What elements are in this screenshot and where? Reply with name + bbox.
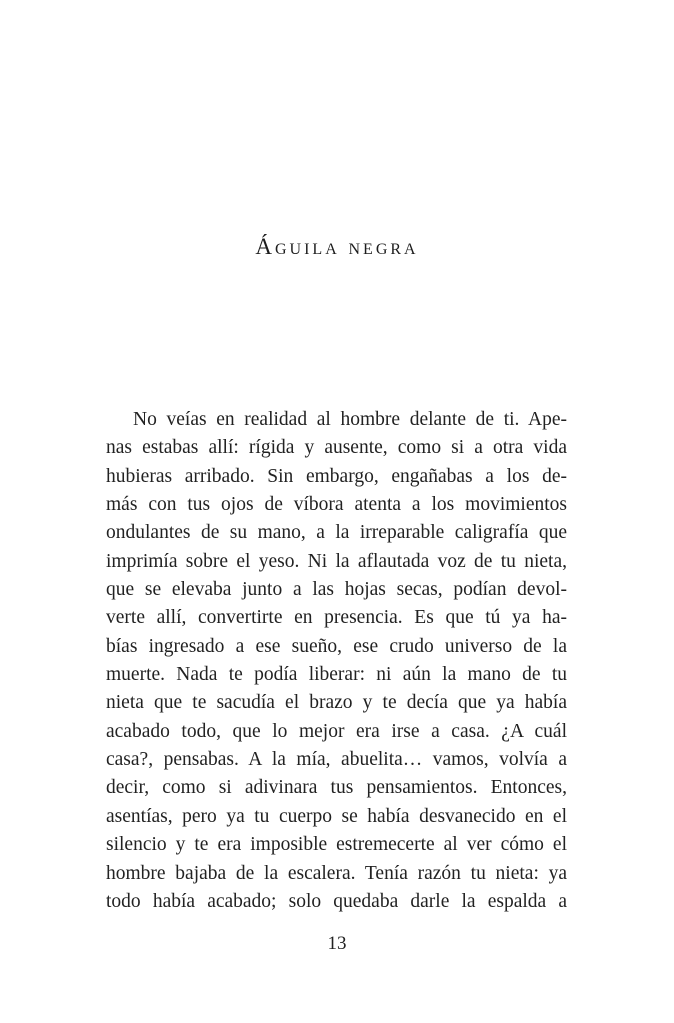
- text-line: silencio y te era imposible estremecerte al ver cómo el: [106, 834, 567, 856]
- text-line: ondulantes de su mano, a la irreparable caligrafía que: [106, 522, 567, 544]
- text-line: todo había acabado; solo quedaba darle la espalda a: [106, 890, 567, 912]
- text-line: que se elevaba junto a las hojas secas, podían devol-: [106, 579, 567, 601]
- text-line: decir, como si adivinara tus pensamientos. Entonces,: [106, 777, 567, 799]
- text-line: hubieras arribado. Sin embargo, engañabas a los de-: [106, 465, 567, 487]
- text-line: imprimía sobre el yeso. Ni la aflautada voz de tu nieta,: [106, 550, 567, 572]
- text-line: nieta que te sacudía el brazo y te decía que ya había: [106, 692, 567, 714]
- text-line: muerte. Nada te podía liberar: ni aún la mano de tu: [106, 664, 567, 686]
- paragraph: [106, 406, 567, 916]
- text-line: nas estabas allí: rígida y ausente, como si a otra vida: [106, 437, 567, 459]
- text-line: acabado todo, que lo mejor era irse a casa. ¿A cuál: [106, 720, 567, 742]
- text-line: más con tus ojos de víbora atenta a los movimientos: [106, 494, 567, 516]
- text-line: No veías en realidad al hombre delante de ti. Ape-: [133, 409, 567, 430]
- text-line: casa?, pensabas. A la mía, abuelita… vamos, volvía a: [106, 749, 567, 771]
- text-line: hombre bajaba de la escalera. Tenía razón tu nieta: ya: [106, 862, 567, 884]
- chapter-title: Águila negra: [255, 234, 419, 259]
- text-line: bías ingresado a ese sueño, ese crudo universo de la: [106, 635, 567, 657]
- text-line: verte allí, convertirte en presencia. Es que tú ya ha-: [106, 607, 567, 629]
- text-line: asentías, pero ya tu cuerpo se había desvanecido en el: [106, 805, 567, 827]
- page-number: 13: [327, 933, 347, 954]
